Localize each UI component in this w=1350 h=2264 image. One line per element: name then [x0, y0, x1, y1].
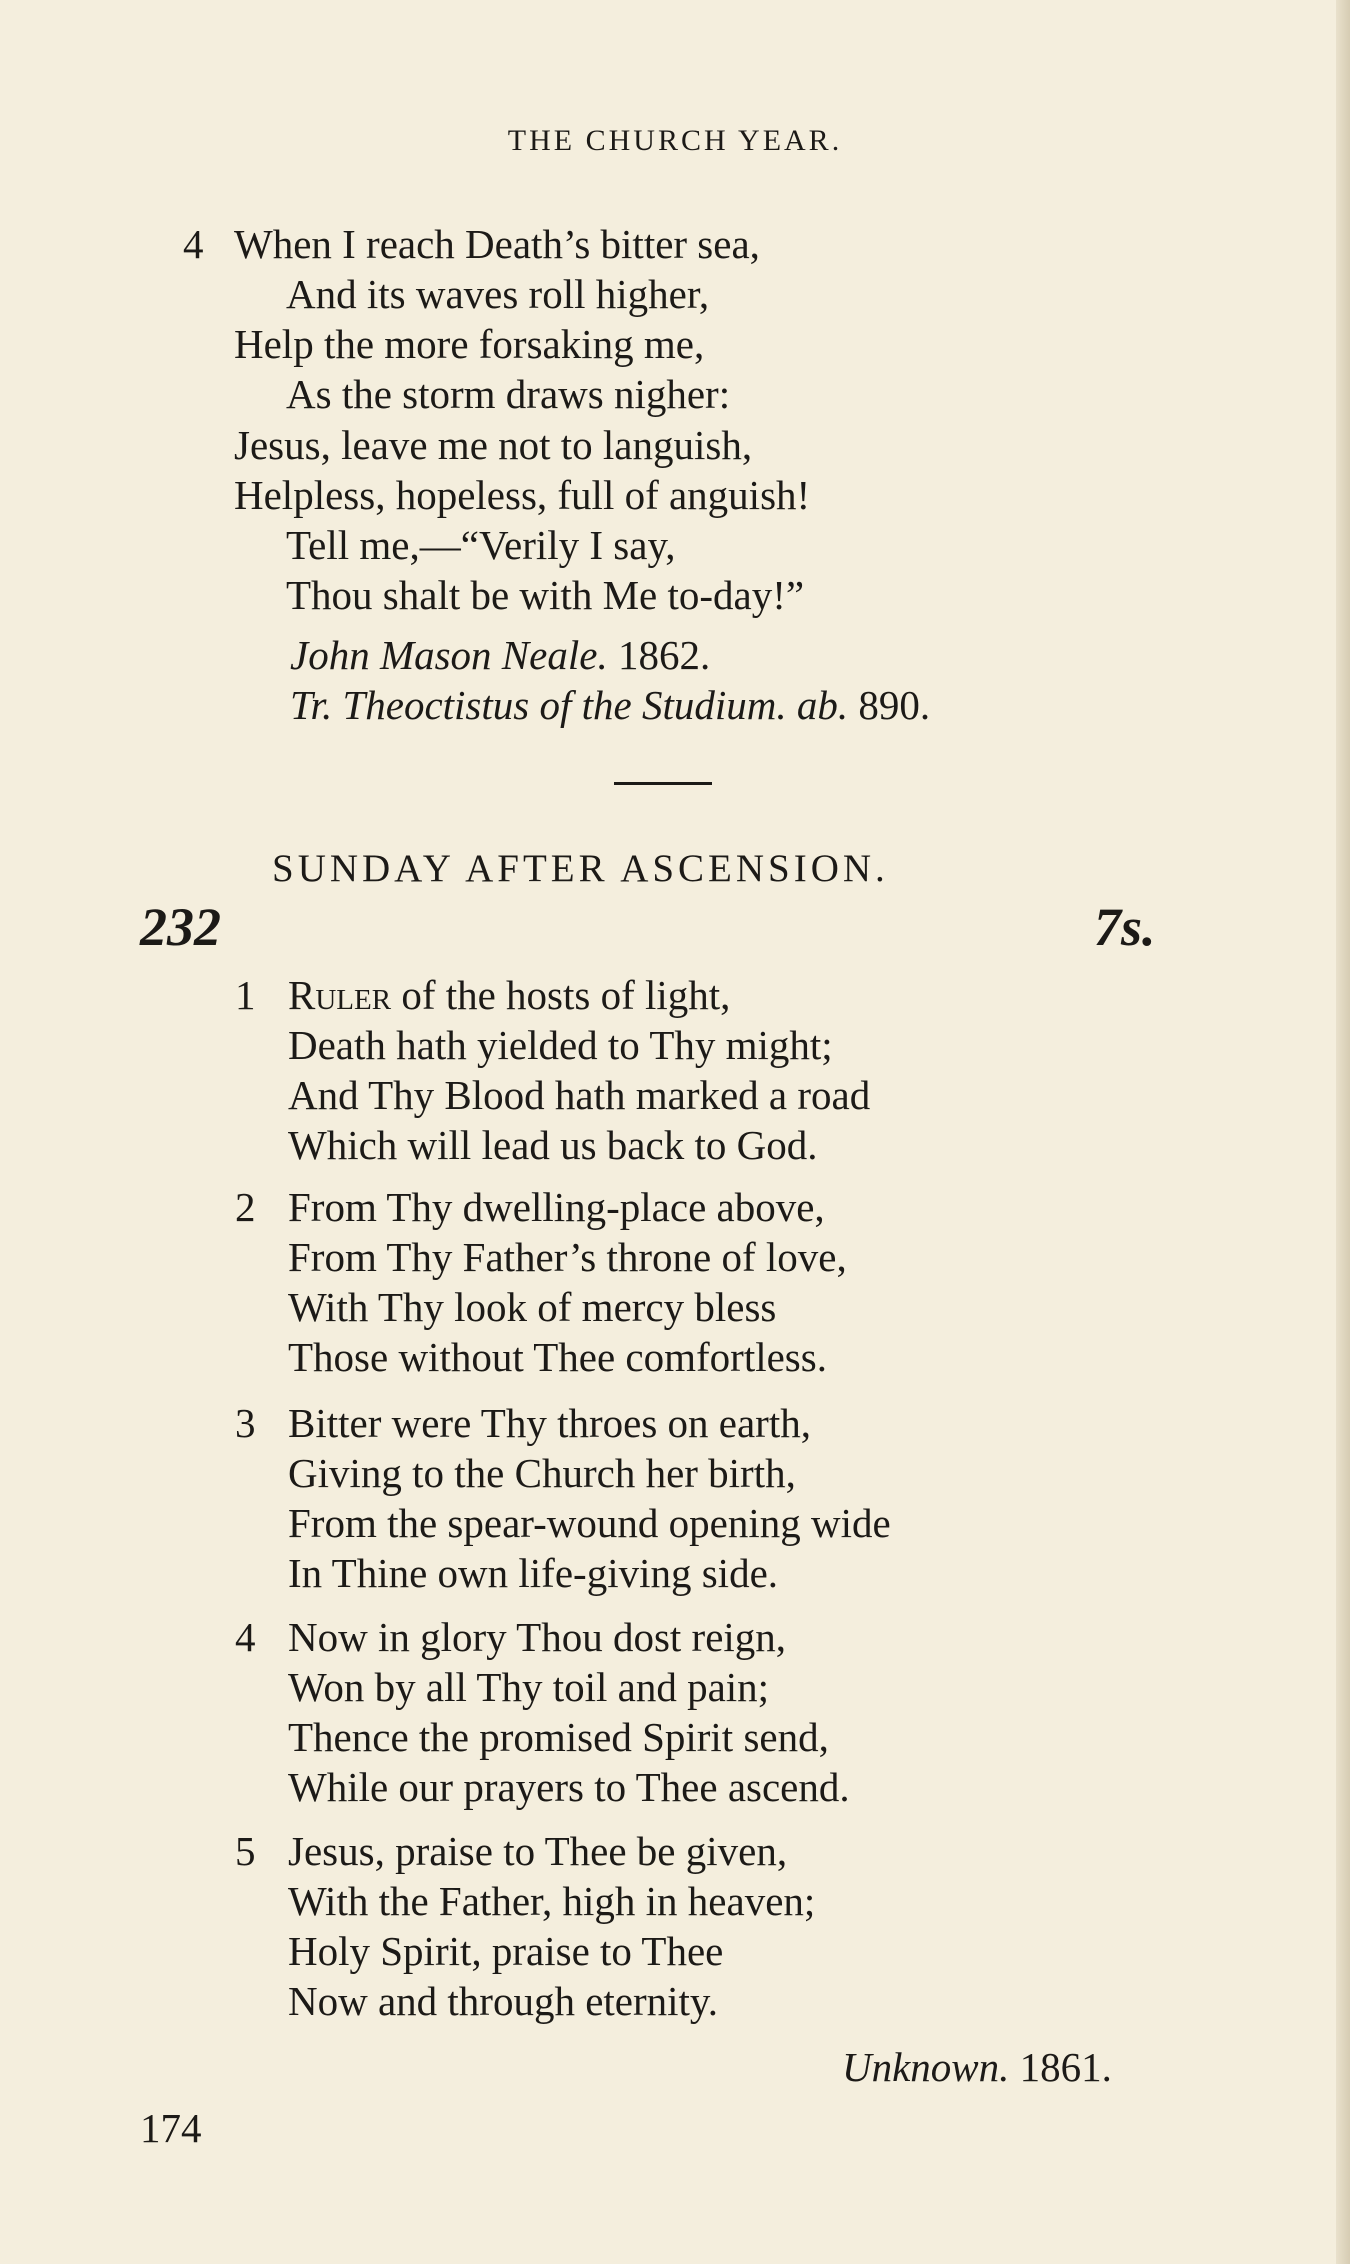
- first-word: Ruler: [288, 972, 392, 1018]
- stanza-number: 2: [235, 1184, 256, 1230]
- stanza-line: Which will lead us back to God.: [288, 1122, 818, 1168]
- author-name: John Mason Neale.: [290, 632, 608, 678]
- stanza-number: 4: [235, 1614, 256, 1660]
- stanza-line: Now in glory Thou dost reign,: [288, 1614, 787, 1660]
- stanza-line: Bitter were Thy throes on earth,: [288, 1400, 811, 1446]
- stanza-line: From Thy dwelling-place above,: [288, 1184, 825, 1230]
- stanza-line: With Thy look of mercy bless: [288, 1284, 777, 1330]
- stanza-line: Jesus, leave me not to languish,: [234, 422, 753, 468]
- stanza-line: Thou shalt be with Me to-day!”: [286, 572, 805, 618]
- page-edge: [1336, 0, 1350, 2264]
- translation-year: 890.: [858, 682, 931, 728]
- stanza-line: With the Father, high in heaven;: [288, 1878, 816, 1924]
- stanza-line: From Thy Father’s throne of love,: [288, 1234, 847, 1280]
- stanza-line: Thence the promised Spirit send,: [288, 1714, 829, 1760]
- stanza-line: As the storm draws nigher:: [286, 371, 731, 417]
- section-title: SUNDAY AFTER ASCENSION.: [272, 847, 889, 890]
- stanza-number: 1: [235, 972, 256, 1018]
- stanza-number: 3: [235, 1400, 256, 1446]
- author-name: Unknown.: [842, 2044, 1010, 2090]
- running-head: THE CHURCH YEAR.: [507, 124, 843, 157]
- stanza-line: And its waves roll higher,: [286, 271, 710, 317]
- stanza-line: [288, 970, 730, 1020]
- first-line-rest: of the hosts of light,: [391, 972, 731, 1018]
- stanza-line: And Thy Blood hath marked a road: [288, 1072, 871, 1118]
- hymn-meter: 7s.: [1094, 897, 1156, 957]
- author-attribution: [290, 630, 710, 680]
- translation-attribution: [290, 680, 930, 730]
- author-year: 1862.: [617, 632, 711, 678]
- stanza-line: Won by all Thy toil and pain;: [288, 1664, 770, 1710]
- stanza-line: In Thine own life-giving side.: [288, 1550, 779, 1596]
- stanza-number: 5: [235, 1828, 256, 1874]
- stanza-number: 4: [183, 221, 204, 267]
- stanza-line: Giving to the Church her birth,: [288, 1450, 796, 1496]
- author-year: 1861.: [1019, 2044, 1112, 2090]
- stanza-line: When I reach Death’s bitter sea,: [234, 221, 760, 267]
- stanza-line: Helpless, hopeless, full of anguish!: [234, 472, 811, 518]
- stanza-line: Now and through eternity.: [288, 1978, 719, 2024]
- stanza-line: Holy Spirit, praise to Thee: [288, 1928, 724, 1974]
- stanza-line: Death hath yielded to Thy might;: [288, 1022, 833, 1068]
- page-number: 174: [140, 2105, 202, 2151]
- stanza-line: From the spear-wound opening wide: [288, 1500, 891, 1546]
- stanza-line: While our prayers to Thee ascend.: [288, 1764, 850, 1810]
- stanza-line: Help the more forsaking me,: [234, 321, 705, 367]
- stanza-line: Tell me,—“Verily I say,: [286, 522, 676, 568]
- hymn-author-attribution: [842, 2042, 1112, 2092]
- stanza-line: Those without Thee comfortless.: [288, 1334, 827, 1380]
- hymn-number: 232: [140, 897, 221, 957]
- section-divider: [614, 782, 712, 785]
- stanza-line: Jesus, praise to Thee be given,: [288, 1828, 788, 1874]
- translation-source: Tr. Theoctistus of the Studium. ab.: [290, 682, 849, 728]
